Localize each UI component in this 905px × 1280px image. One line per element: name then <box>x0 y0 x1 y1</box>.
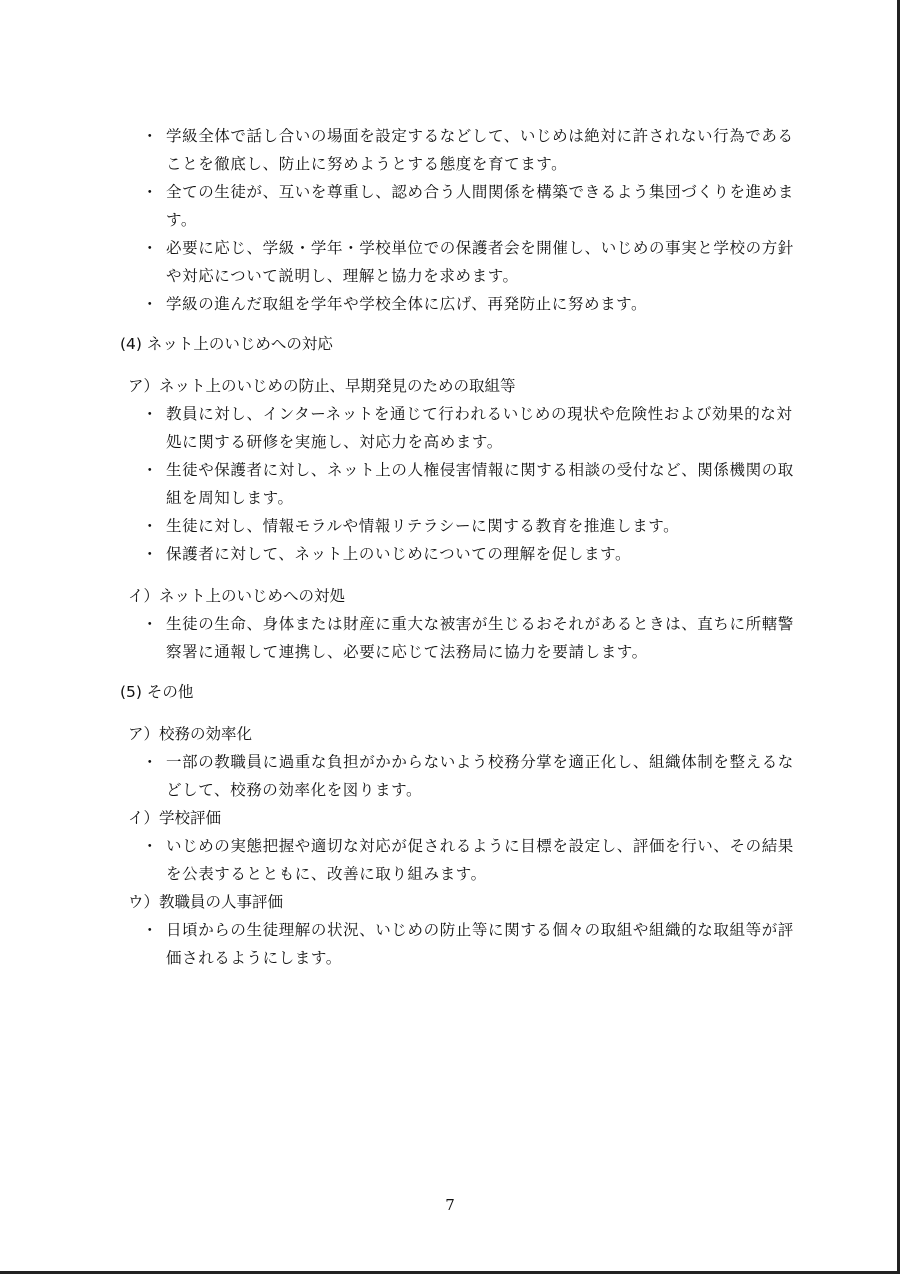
list-item <box>118 400 798 456</box>
list-item <box>118 122 798 178</box>
bullet-text: 必要に応じ、学級・学年・学校単位での保護者会を開催し、いじめの事実と学校の方針や対応について説明し、理解と協力を求めます。 <box>166 239 794 285</box>
bullet-text: 学級全体で話し合いの場面を設定するなどして、いじめは絶対に許されない行為であることを徹底し、防止に努めようとする態度を育てます。 <box>166 127 794 173</box>
list-item <box>118 832 798 888</box>
section-4-title: (4) ネット上のいじめへの対応 <box>120 335 333 353</box>
bullet-mark: ・ <box>142 837 159 855</box>
list-item <box>118 540 798 568</box>
section-5-sub-u-title: ウ）教職員の人事評価 <box>128 893 284 911</box>
bullet-mark: ・ <box>142 127 159 145</box>
bullet-text: 学級の進んだ取組を学年や学校全体に広げ、再発防止に努めます。 <box>166 295 648 313</box>
list-item <box>118 916 798 972</box>
bullet-text: 日頃からの生徒理解の状況、いじめの防止等に関する個々の取組や組織的な取組等が評価されるようにします。 <box>166 921 794 967</box>
bullet-text: 一部の教職員に過重な負担がかからないよう校務分掌を適正化し、組織体制を整えるなどして、校務の効率化を図ります。 <box>166 753 794 799</box>
list-item <box>118 512 798 540</box>
section-5-sub-a-list <box>118 748 798 804</box>
bullet-mark: ・ <box>142 183 159 201</box>
section-4-sub-a-title: ア）ネット上のいじめの防止、早期発見のための取組等 <box>128 377 516 395</box>
list-item <box>118 456 798 512</box>
section-4-sub-i-title: イ）ネット上のいじめへの対処 <box>128 587 346 605</box>
page-number: 7 <box>445 1196 455 1214</box>
list-item <box>118 748 798 804</box>
bullet-text: 生徒の生命、身体または財産に重大な被害が生じるおそれがあるときは、直ちに所轄警察署に通報して連携し、必要に応じて法務局に協力を要請します。 <box>166 615 794 661</box>
page-content <box>118 122 798 972</box>
bullet-text: 教員に対し、インターネットを通じて行われるいじめの現状や危険性および効果的な対処に関する研修を実施し、対応力を高めます。 <box>166 405 793 451</box>
section-4-sub-i-list <box>118 610 798 666</box>
section-5-sub-u-list <box>118 916 798 972</box>
section-5-title: (5) その他 <box>120 683 194 701</box>
bullet-text: いじめの実態把握や適切な対応が促されるように目標を設定し、評価を行い、その結果を公表するとともに、改善に取り組みます。 <box>166 837 794 883</box>
bullet-mark: ・ <box>142 239 159 257</box>
bullet-mark: ・ <box>142 517 159 535</box>
bullet-mark: ・ <box>142 921 159 939</box>
bullet-text: 生徒に対し、情報モラルや情報リテラシーに関する教育を推進します。 <box>166 517 680 535</box>
list-item <box>118 234 798 290</box>
bullet-mark: ・ <box>142 461 159 479</box>
section-4-sub-a-list <box>118 400 798 568</box>
section-5-sub-i-list <box>118 832 798 888</box>
list-item <box>118 610 798 666</box>
section-5-sub-i-title: イ）学校評価 <box>128 809 222 827</box>
list-item <box>118 178 798 234</box>
bullet-mark: ・ <box>142 545 159 563</box>
bullet-mark: ・ <box>142 615 159 633</box>
list-item <box>118 290 798 318</box>
bullet-mark: ・ <box>142 405 159 423</box>
section-5-sub-a-title: ア）校務の効率化 <box>128 725 253 743</box>
bullet-text: 保護者に対して、ネット上のいじめについての理解を促します。 <box>166 545 632 563</box>
bullet-mark: ・ <box>142 753 159 771</box>
bullet-mark: ・ <box>142 295 159 313</box>
bullet-text: 全ての生徒が、互いを尊重し、認め合う人間関係を構築できるよう集団づくりを進めます。 <box>166 183 794 229</box>
bullet-text: 生徒や保護者に対し、ネット上の人権侵害情報に関する相談の受付など、関係機関の取組を周知します。 <box>166 461 794 507</box>
top-bullet-list <box>118 122 798 318</box>
